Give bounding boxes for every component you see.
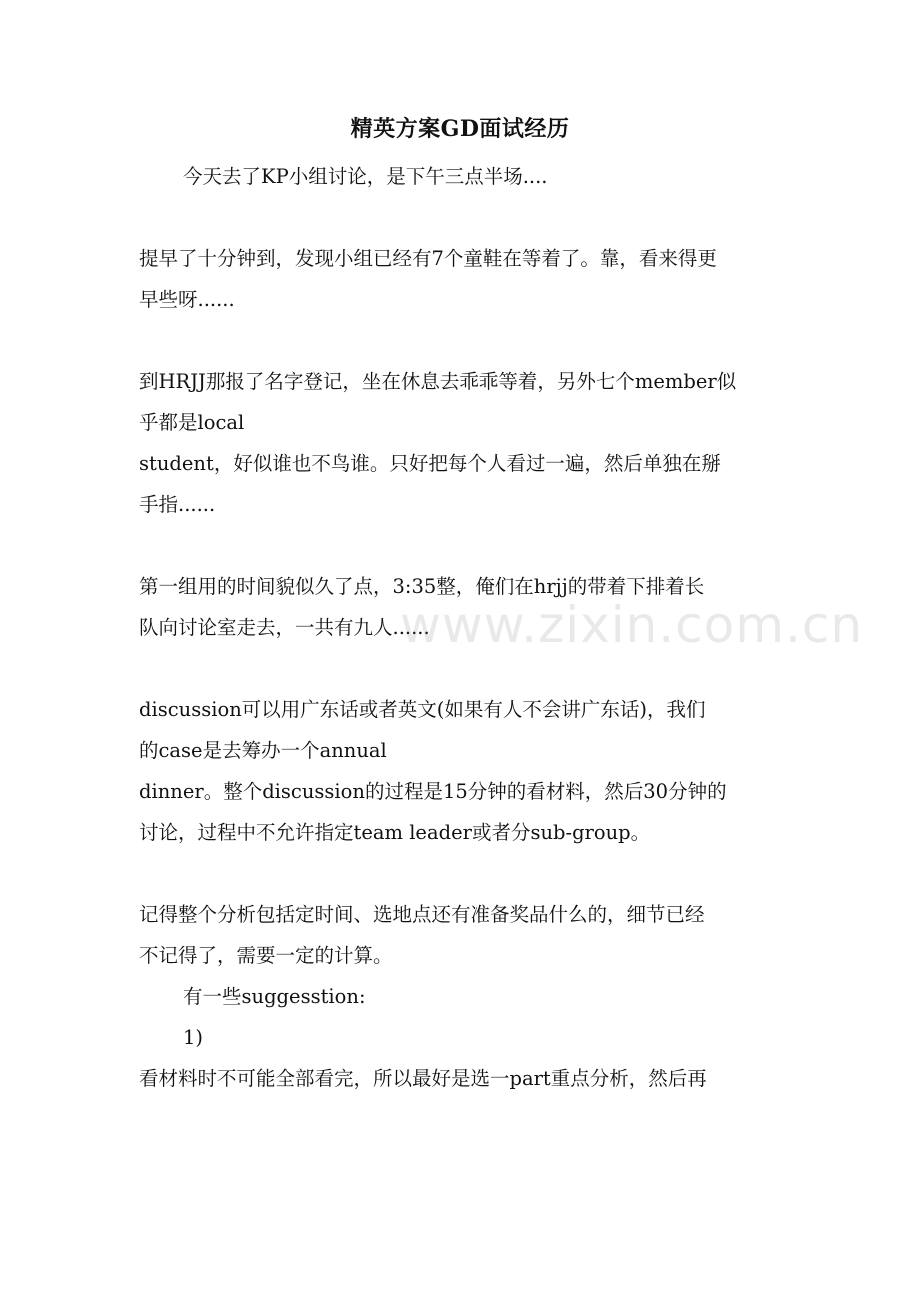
paragraph-line: 第一组用的时间貌似久了点，3:35整，俺们在hrjj的带着下排着长 bbox=[139, 575, 705, 598]
paragraph-gap bbox=[139, 648, 789, 689]
paragraph-line: 队向讨论室走去，一共有九人...... bbox=[139, 616, 430, 639]
paragraph-line: 有一些suggesstion: bbox=[183, 985, 366, 1008]
paragraph-gap bbox=[139, 320, 789, 361]
paragraph-line: 乎都是local bbox=[139, 411, 245, 434]
paragraph-line: 到HRJJ那报了名字登记，坐在休息去乖乖等着，另外七个member似 bbox=[139, 370, 737, 393]
paragraph-line: dinner。整个discussion的过程是15分钟的看材料，然后30分钟的 bbox=[139, 780, 727, 803]
paragraph-line: 看材料时不可能全部看完，所以最好是选一part重点分析，然后再 bbox=[139, 1067, 707, 1090]
paragraph-line: 的case是去筹办一个annual bbox=[139, 739, 387, 762]
paragraph-line: 手指...... bbox=[139, 493, 216, 516]
paragraph-line: discussion可以用广东话或者英文(如果有人不会讲广东话)，我们 bbox=[139, 698, 706, 721]
document-body bbox=[139, 156, 789, 1099]
document-title: 精英方案GD面试经历 bbox=[350, 116, 570, 142]
paragraph-line: 记得整个分析包括定时间、选地点还有准备奖品什么的，细节已经 bbox=[139, 903, 705, 926]
paragraph-line: 早些呀...... bbox=[139, 288, 235, 311]
paragraph-line: 1) bbox=[183, 1026, 204, 1049]
watermark: www.zixin.com.cn bbox=[400, 596, 864, 654]
paragraph-gap bbox=[139, 853, 789, 894]
paragraph-gap bbox=[139, 525, 789, 566]
paragraph-line: student，好似谁也不鸟谁。只好把每个人看过一遍，然后单独在掰 bbox=[139, 452, 721, 475]
paragraph-line: 不记得了，需要一定的计算。 bbox=[139, 944, 393, 967]
paragraph-line: 今天去了KP小组讨论，是下午三点半场.... bbox=[183, 165, 548, 188]
paragraph-line: 讨论，过程中不允许指定team leader或者分sub-group。 bbox=[139, 821, 651, 844]
paragraph-line: 提早了十分钟到，发现小组已经有7个童鞋在等着了。靠，看来得更 bbox=[139, 247, 717, 270]
paragraph-gap bbox=[139, 197, 789, 238]
